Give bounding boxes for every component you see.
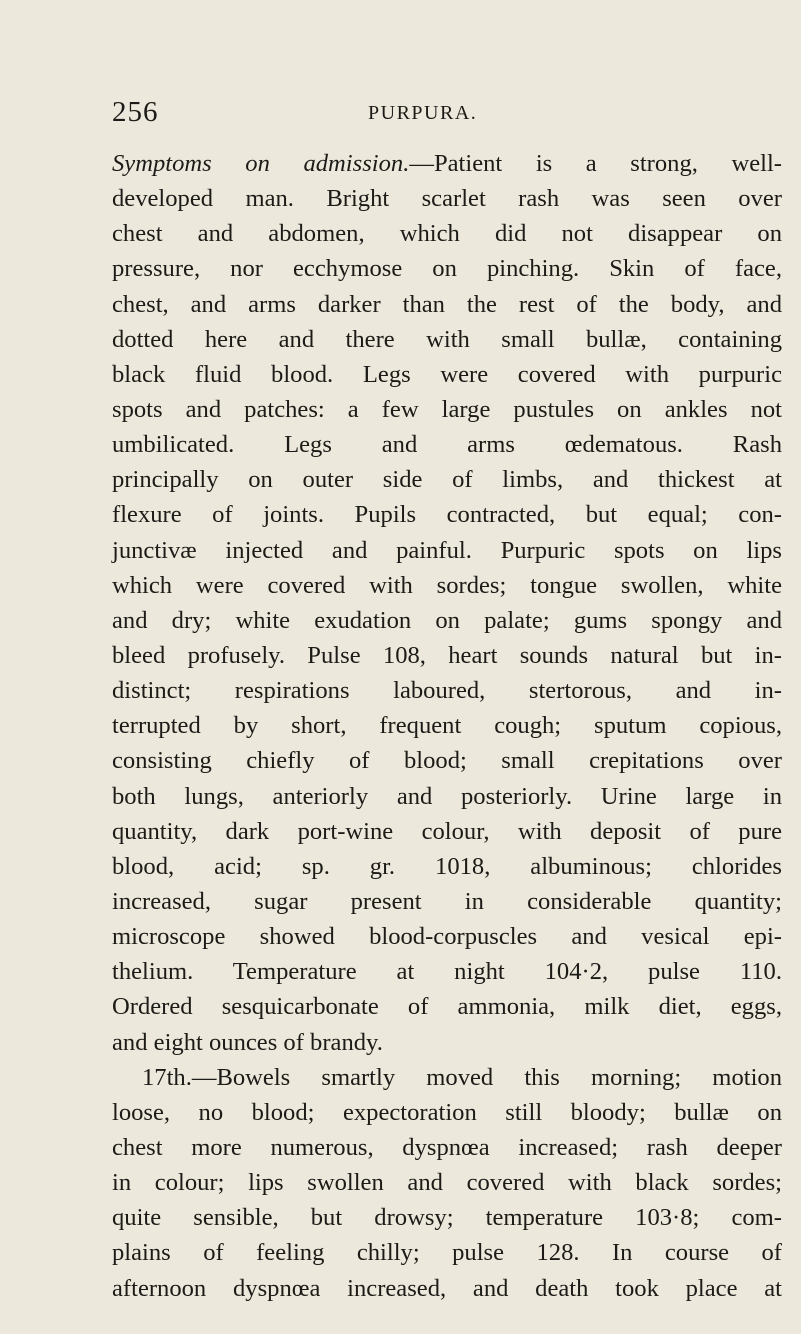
body-text bbox=[112, 146, 782, 1306]
text-line: bleed profusely. Pulse 108, heart sounds natural but in- bbox=[112, 641, 782, 669]
text-line: flexure of joints. Pupils contracted, but equal; con- bbox=[112, 501, 782, 529]
text-line: plains of feeling chilly; pulse 128. In course of bbox=[112, 1239, 782, 1267]
text-line: dotted here and there with small bullæ, containing bbox=[112, 325, 782, 353]
text-line: in colour; lips swollen and covered with black sordes; bbox=[112, 1169, 782, 1197]
text-line-content: —Patient is a strong, well- bbox=[409, 150, 782, 177]
text-line: chest and abdomen, which did not disappear on bbox=[112, 220, 782, 248]
text-line: which were covered with sordes; tongue swollen, white bbox=[112, 571, 782, 599]
page-number: 256 bbox=[112, 96, 159, 128]
text-line: consisting chiefly of blood; small crepitations over bbox=[112, 747, 782, 775]
text-line: spots and patches: a few large pustules on ankles not bbox=[112, 395, 782, 423]
text-line: microscope showed blood-corpuscles and vesical epi- bbox=[112, 923, 782, 951]
text-line: quite sensible, but drowsy; temperature 103·8; com- bbox=[112, 1204, 782, 1232]
text-line: black fluid blood. Legs were covered with purpuric bbox=[112, 360, 782, 388]
running-title: PURPURA. bbox=[368, 102, 478, 124]
text-line: principally on outer side of limbs, and thickest at bbox=[112, 466, 782, 494]
text-line: Ordered sesquicarbonate of ammonia, milk diet, eggs, bbox=[112, 993, 782, 1021]
text-line: distinct; respirations laboured, stertorous, and in- bbox=[112, 677, 782, 705]
text-line: terrupted by short, frequent cough; sputum copious, bbox=[112, 712, 782, 740]
text-line: blood, acid; sp. gr. 1018, albuminous; chlorides bbox=[112, 852, 782, 880]
running-head bbox=[112, 96, 782, 136]
text-line: quantity, dark port-wine colour, with deposit of pure bbox=[112, 817, 782, 845]
text-line: 17th.—Bowels smartly moved this morning; motion bbox=[142, 1063, 782, 1091]
text-line: and eight ounces of brandy. bbox=[112, 1028, 383, 1056]
text-line: and dry; white exudation on palate; gums spongy and bbox=[112, 606, 782, 634]
text-line: developed man. Bright scarlet rash was seen over bbox=[112, 185, 782, 213]
text-line: increased, sugar present in considerable quantity; bbox=[112, 887, 782, 915]
text-line: pressure, nor ecchymose on pinching. Skin of face, bbox=[112, 255, 782, 283]
text-line: afternoon dyspnœa increased, and death took place at bbox=[112, 1274, 782, 1302]
text-line: umbilicated. Legs and arms œdematous. Rash bbox=[112, 431, 782, 459]
text-line: junctivæ injected and painful. Purpuric spots on lips bbox=[112, 536, 782, 564]
text-line: both lungs, anteriorly and posteriorly. Urine large in bbox=[112, 782, 782, 810]
text-line: chest, and arms darker than the rest of the body, and bbox=[112, 290, 782, 318]
text-line: thelium. Temperature at night 104·2, pulse 110. bbox=[112, 958, 782, 986]
section-lead: Symptoms on admission. bbox=[112, 150, 410, 177]
text-line bbox=[112, 146, 782, 181]
text-line: loose, no blood; expectoration still bloody; bullæ on bbox=[112, 1098, 782, 1126]
text-line: chest more numerous, dyspnœa increased; rash deeper bbox=[112, 1133, 782, 1161]
